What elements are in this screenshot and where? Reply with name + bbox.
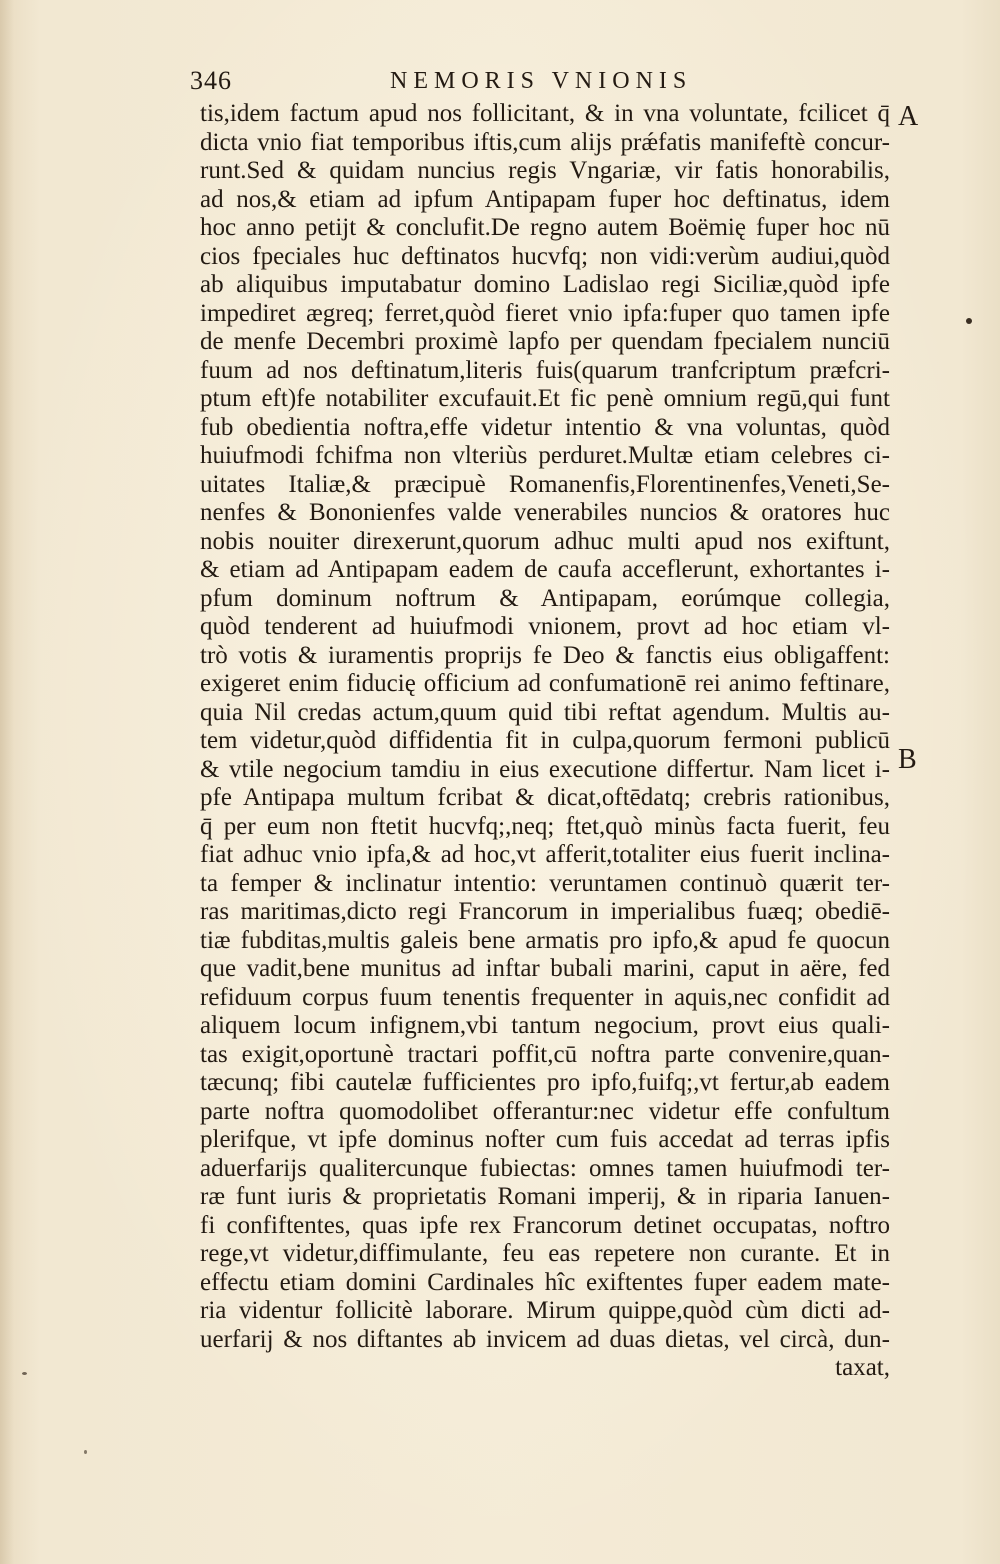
ink-speck — [966, 318, 972, 324]
text-line: ria videntur follicitè laborare. Mirum quippe,quòd cùm dicti ad- — [200, 1297, 890, 1324]
text-line: que vadit,bene munitus ad inftar bubali marini, caput in aëre, fed — [200, 955, 890, 982]
text-line: nenfes & Bononienfes valde venerabiles nuncios & oratores huc — [200, 499, 890, 526]
text-line: fub obedientia noftra,effe videtur intentio & vna voluntas, quòd — [200, 413, 890, 441]
text-line: exigeret enim fiducię officium ad confumationē rei animo feftinare, — [200, 670, 890, 697]
text-line: aliquem locum infignem,vbi tantum negocium, provt eius quali- — [200, 1012, 890, 1039]
text-line: cios fpeciales huc deftinatos hucvfq; non vidi:verùm audiui,quòd — [200, 242, 890, 270]
text-line: tas exigit,oportunè tractari poffit,cū noftra parte convenire,quan- — [200, 1040, 890, 1068]
text-line: quia Nil credas actum,quum quid tibi reftat agendum. Multis au- — [200, 698, 890, 726]
text-line: dicta vnio fiat temporibus iftis,cum alijs prǽfatis manifeftè concur- — [200, 128, 890, 156]
text-line: q̄ per eum non ftetit hucvfq;,neq; ftet,quò minùs facta fuerit, feu — [200, 812, 890, 840]
text-line: ta femper & inclinatur intentio: veruntamen continuò quærit ter- — [200, 869, 890, 897]
text-line: impediret ægreq; ferret,quòd fieret vnio ipfa:fuper quo tamen ipfe — [200, 299, 890, 327]
text-line: fiat adhuc vnio ipfa,& ad hoc,vt afferit,totaliter eius fuerit inclina- — [200, 841, 890, 868]
text-line: aduerfarijs qualitercunque fubiectas: omnes tamen huiufmodi ter- — [200, 1154, 890, 1182]
text-line: tis,idem factum apud nos follicitant, & in vna voluntate, fcilicet q̄ — [200, 100, 890, 127]
text-line: & vtile negocium tamdiu in eius executione differtur. Nam licet i- — [200, 755, 890, 783]
margin-letter-b: B — [898, 744, 917, 775]
text-line: fi confiftentes, quas ipfe rex Francorum detinet occupatas, noftro — [200, 1211, 890, 1239]
page-edge-shadow — [0, 0, 14, 1564]
margin-letter-a: A — [898, 101, 919, 132]
text-line: plerifque, vt ipfe dominus nofter cum fuis accedat ad terras ipfis — [200, 1126, 890, 1153]
text-line: effectu etiam domini Cardinales hîc exiftentes fuper eadem mate- — [200, 1268, 890, 1296]
body-text — [200, 100, 890, 1383]
text-line: ras maritimas,dicto regi Francorum in imperialibus fuæq; obediē- — [200, 898, 890, 925]
text-line: tæcunq; fibi cautelæ fufficientes pro ipfo,fuifq;,vt fertur,ab eadem — [200, 1069, 890, 1096]
text-line: de menfe Decembri proximè lapfo per quendam fpecialem nunciū — [200, 328, 890, 355]
text-line: quòd tenderent ad huiufmodi vnionem, provt ad hoc etiam vl- — [200, 613, 890, 640]
text-line: ab aliquibus imputabatur domino Ladislao regi Siciliæ,quòd ipfe — [200, 271, 890, 298]
text-line: refiduum corpus fuum tenentis frequenter in aquis,nec confidit ad — [200, 983, 890, 1011]
page-header — [190, 66, 760, 96]
text-line: uitates Italiæ,& præcipuè Romanenfis,Florentinenfes,Veneti,Se- — [200, 470, 890, 498]
text-line: trò votis & iuramentis proprijs fe Deo & fanctis eius obligaffent: — [200, 641, 890, 669]
text-line: taxat, — [835, 1354, 890, 1381]
text-line: ad nos,& etiam ad ipfum Antipapam fuper hoc deftinatus, idem — [200, 185, 890, 213]
text-line: runt.Sed & quidam nuncius regis Vngariæ, vir fatis honorabilis, — [200, 157, 890, 184]
running-title: NEMORIS VNIONIS — [390, 68, 693, 94]
text-line: pfum dominum noftrum & Antipapam, eorúmque collegia, — [200, 584, 890, 612]
text-line: & etiam ad Antipapam eadem de caufa acceflerunt, exhortantes i- — [200, 556, 890, 583]
text-line: tiæ fubditas,multis galeis bene armatis pro ipfo,& apud fe quocun — [200, 926, 890, 954]
text-line: hoc anno petijt & conclufit.De regno autem Boëmię fuper hoc nū — [200, 214, 890, 241]
text-line: nobis nouiter direxerunt,quorum adhuc multi apud nos exiftunt, — [200, 527, 890, 555]
text-line: pfe Antipapa multum fcribat & dicat,oftēdatq; crebris rationibus, — [200, 784, 890, 811]
text-line: parte noftra quomodolibet offerantur:nec videtur effe confultum — [200, 1097, 890, 1125]
text-line: ræ funt iuris & proprietatis Romani imperij, & in riparia Ianuen- — [200, 1183, 890, 1210]
text-line: rege,vt videtur,diffimulante, feu eas repetere non curante. Et in — [200, 1240, 890, 1267]
ink-speck — [84, 1450, 87, 1454]
text-line: uerfarij & nos diftantes ab invicem ad duas dietas, vel circà, dun- — [200, 1325, 890, 1353]
text-line: huiufmodi fchifma non vlteriùs perduret.Multæ etiam celebres ci- — [200, 442, 890, 469]
text-line: fuum ad nos deftinatum,literis fuis(quarum tranfcriptum præfcri- — [200, 356, 890, 384]
text-line: ptum eft)fe notabiliter excufauit.Et fic penè omnium regū,qui funt — [200, 385, 890, 412]
ink-speck — [22, 1372, 27, 1375]
text-line: tem videtur,quòd diffidentia fit in culpa,quorum fermoni publicū — [200, 727, 890, 754]
page-number: 346 — [190, 66, 232, 95]
